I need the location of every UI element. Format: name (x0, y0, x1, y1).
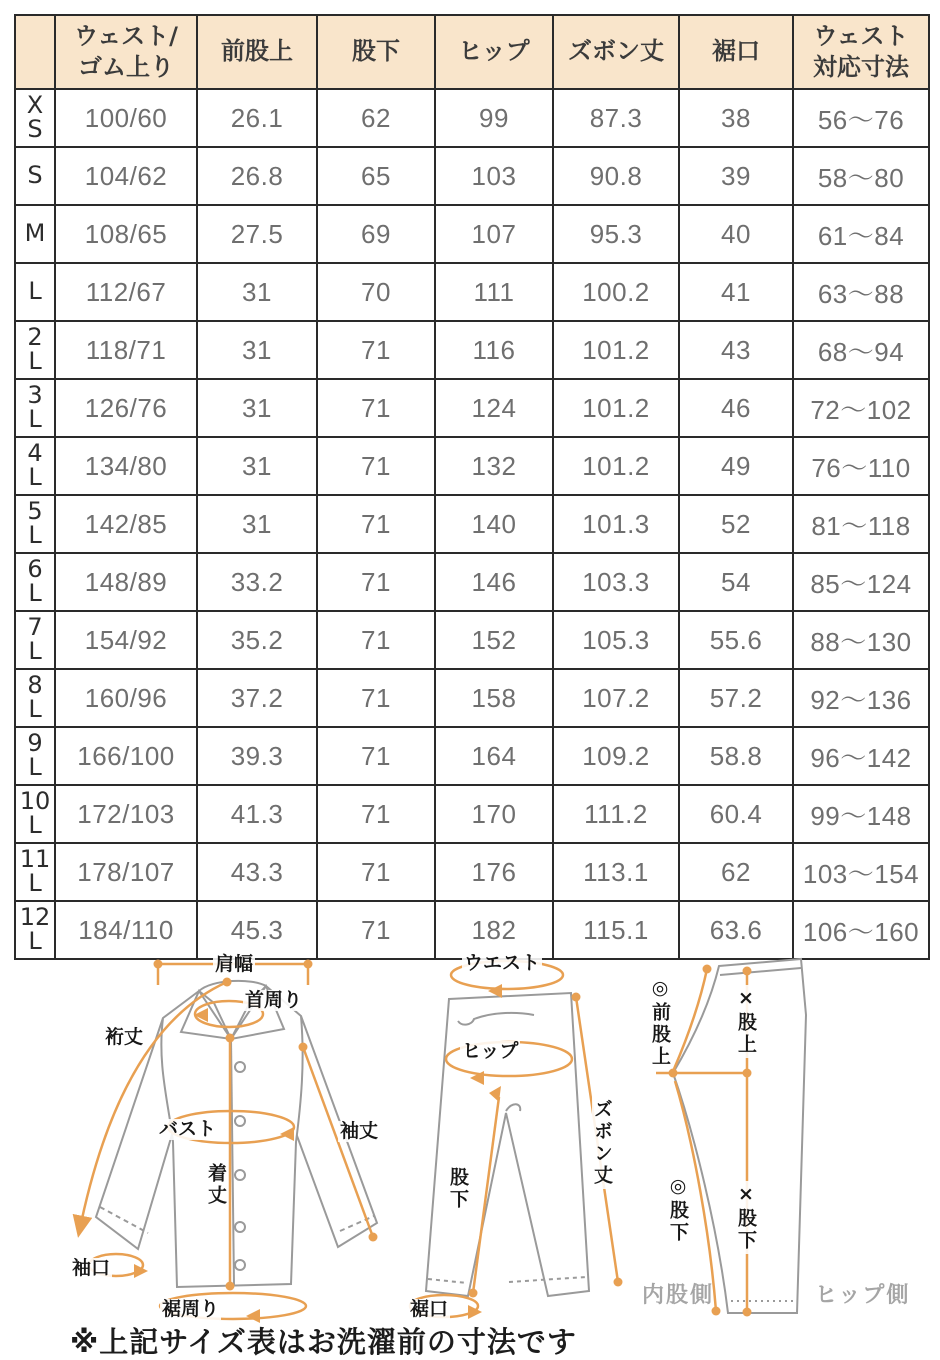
table-row (15, 553, 929, 611)
measurement-value: 152 (435, 611, 553, 669)
measurement-value: 27.5 (197, 205, 317, 263)
measurement-value: 142/85 (55, 495, 197, 553)
pants-hem-label: 裾口 (410, 1298, 449, 1320)
table-row (15, 321, 929, 379)
measurement-value: 112/67 (55, 263, 197, 321)
measurement-value: 63.6 (679, 901, 793, 959)
measurement-value: 71 (317, 669, 435, 727)
measurement-value: 103〜154 (793, 843, 929, 901)
measurement-value: 61〜84 (793, 205, 929, 263)
size-label: M (15, 205, 55, 263)
measurement-value: 71 (317, 611, 435, 669)
measurement-value: 101.3 (553, 495, 679, 553)
size-label: 3 L (15, 379, 55, 437)
table-row (15, 495, 929, 553)
table-row (15, 205, 929, 263)
column-header-hip: ヒップ (435, 15, 553, 89)
measurement-value: 39 (679, 147, 793, 205)
size-label: 4 L (15, 437, 55, 495)
measurement-value: 101.2 (553, 437, 679, 495)
size-label: X S (15, 89, 55, 147)
measurement-value: 116 (435, 321, 553, 379)
measurement-value: 184/110 (55, 901, 197, 959)
side-inner-label: 内股側 (642, 1283, 715, 1308)
table-row (15, 437, 929, 495)
measurement-value: 35.2 (197, 611, 317, 669)
size-label: 8 L (15, 669, 55, 727)
measurement-value: 41 (679, 263, 793, 321)
measurement-value: 172/103 (55, 785, 197, 843)
measurement-value: 71 (317, 495, 435, 553)
table-row (15, 843, 929, 901)
measurement-value: 100.2 (553, 263, 679, 321)
measurement-value: 63〜88 (793, 263, 929, 321)
measurement-value: 176 (435, 843, 553, 901)
measurement-value: 26.8 (197, 147, 317, 205)
measurement-value: 58〜80 (793, 147, 929, 205)
measurement-diagram-art (0, 935, 940, 1327)
table-row (15, 785, 929, 843)
pants-hip-label: ヒップ (462, 1040, 519, 1062)
measurement-value: 101.2 (553, 321, 679, 379)
measurement-value: 62 (317, 89, 435, 147)
table-row (15, 727, 929, 785)
measurement-value: 39.3 (197, 727, 317, 785)
shirt-hem-circumference-label: 裾周り (162, 1298, 220, 1320)
measurement-value: 71 (317, 553, 435, 611)
measurement-value: 45.3 (197, 901, 317, 959)
column-header-front-rise: 前股上 (197, 15, 317, 89)
measurement-value: 170 (435, 785, 553, 843)
shirt-cuff-label: 袖口 (72, 1257, 111, 1279)
table-row (15, 263, 929, 321)
size-chart-table (14, 14, 930, 960)
measurement-value: 107 (435, 205, 553, 263)
measurement-value: 62 (679, 843, 793, 901)
measurement-value: 124 (435, 379, 553, 437)
measurement-value: 90.8 (553, 147, 679, 205)
measurement-value: 87.3 (553, 89, 679, 147)
table-row (15, 89, 929, 147)
measurement-value: 148/89 (55, 553, 197, 611)
measurement-value: 71 (317, 843, 435, 901)
measurement-value: 99 (435, 89, 553, 147)
measurement-value: 113.1 (553, 843, 679, 901)
measurement-value: 52 (679, 495, 793, 553)
table-row (15, 611, 929, 669)
size-label: 6 L (15, 553, 55, 611)
measurement-value: 132 (435, 437, 553, 495)
size-table-body (15, 89, 929, 959)
measurement-value: 96〜142 (793, 727, 929, 785)
measurement-value: 54 (679, 553, 793, 611)
measurement-value: 55.6 (679, 611, 793, 669)
column-header-pants-length: ズボン丈 (553, 15, 679, 89)
measurement-value: 69 (317, 205, 435, 263)
measurement-value: 71 (317, 321, 435, 379)
side-hip-label: ヒップ側 (815, 1283, 911, 1308)
measurement-value: 99〜148 (793, 785, 929, 843)
measurement-value: 31 (197, 379, 317, 437)
measurement-value: 65 (317, 147, 435, 205)
measurement-value: 126/76 (55, 379, 197, 437)
measurement-value: 182 (435, 901, 553, 959)
measurement-value: 31 (197, 437, 317, 495)
measurement-diagrams (0, 935, 940, 1327)
measurement-value: 111 (435, 263, 553, 321)
measurement-value: 31 (197, 263, 317, 321)
measurement-value: 56〜76 (793, 89, 929, 147)
measurement-value: 178/107 (55, 843, 197, 901)
pants-waist-label: ウエスト (464, 952, 541, 974)
measurement-value: 134/80 (55, 437, 197, 495)
measurement-value: 103 (435, 147, 553, 205)
measurement-value: 31 (197, 321, 317, 379)
measurement-value: 107.2 (553, 669, 679, 727)
side-inseam-a-label: ◎股下 (667, 1175, 689, 1244)
measurement-value: 68〜94 (793, 321, 929, 379)
shirt-sleeve-back-length-label: 裄丈 (105, 1026, 144, 1048)
size-label: 7 L (15, 611, 55, 669)
size-label: 2 L (15, 321, 55, 379)
side-rise-label: ×股上 (735, 987, 757, 1056)
header-row (15, 15, 929, 89)
measurement-value: 43 (679, 321, 793, 379)
pants-length-label: ズボン丈 (591, 1099, 613, 1187)
measurement-value: 158 (435, 669, 553, 727)
measurement-value: 81〜118 (793, 495, 929, 553)
measurement-value: 95.3 (553, 205, 679, 263)
measurement-value: 108/65 (55, 205, 197, 263)
measurement-value: 115.1 (553, 901, 679, 959)
measurement-value: 41.3 (197, 785, 317, 843)
measurement-value: 111.2 (553, 785, 679, 843)
measurement-value: 60.4 (679, 785, 793, 843)
column-header-inseam: 股下 (317, 15, 435, 89)
measurement-value: 71 (317, 727, 435, 785)
measurement-value: 88〜130 (793, 611, 929, 669)
size-label: S (15, 147, 55, 205)
column-header-size (15, 15, 55, 89)
measurement-value: 92〜136 (793, 669, 929, 727)
measurement-value: 33.2 (197, 553, 317, 611)
measurement-value: 146 (435, 553, 553, 611)
measurement-value: 71 (317, 437, 435, 495)
pants-inseam-label: 股下 (447, 1167, 469, 1211)
size-label: 5 L (15, 495, 55, 553)
size-label: L (15, 263, 55, 321)
measurement-value: 71 (317, 901, 435, 959)
measurement-value: 101.2 (553, 379, 679, 437)
column-header-waist-range: ウェスト 対応寸法 (793, 15, 929, 89)
measurement-value: 105.3 (553, 611, 679, 669)
measurement-value: 166/100 (55, 727, 197, 785)
shirt-neck-label: 首周り (245, 989, 303, 1011)
table-row (15, 379, 929, 437)
pre-wash-note: ※上記サイズ表はお洗濯前の寸法です (70, 1325, 577, 1359)
measurement-value: 118/71 (55, 321, 197, 379)
shirt-body-length-label: 着丈 (205, 1163, 227, 1207)
side-inseam-b-label: ×股下 (735, 1183, 757, 1252)
measurement-value: 109.2 (553, 727, 679, 785)
measurement-value: 85〜124 (793, 553, 929, 611)
measurement-value: 40 (679, 205, 793, 263)
measurement-value: 43.3 (197, 843, 317, 901)
measurement-value: 57.2 (679, 669, 793, 727)
table-row (15, 669, 929, 727)
measurement-value: 71 (317, 785, 435, 843)
measurement-value: 71 (317, 379, 435, 437)
size-label: 10 L (15, 785, 55, 843)
shirt-bust-label: バスト (159, 1118, 217, 1140)
table-row (15, 147, 929, 205)
measurement-value: 26.1 (197, 89, 317, 147)
measurement-value: 164 (435, 727, 553, 785)
measurement-value: 103.3 (553, 553, 679, 611)
pants-front-outline (426, 993, 589, 1296)
measurement-value: 140 (435, 495, 553, 553)
shirt-shoulder-width-label: 肩幅 (215, 953, 254, 975)
size-label: 12 L (15, 901, 55, 959)
measurement-value: 76〜110 (793, 437, 929, 495)
column-header-hem: 裾口 (679, 15, 793, 89)
side-front-rise-label: ◎前股上 (649, 977, 671, 1068)
measurement-value: 160/96 (55, 669, 197, 727)
measurement-value: 46 (679, 379, 793, 437)
size-label: 11 L (15, 843, 55, 901)
column-header-waist-elastic: ウェスト/ ゴム上り (55, 15, 197, 89)
measurement-value: 31 (197, 495, 317, 553)
measurement-value: 37.2 (197, 669, 317, 727)
measurement-value: 58.8 (679, 727, 793, 785)
size-label: 9 L (15, 727, 55, 785)
measurement-value: 70 (317, 263, 435, 321)
shirt-sleeve-length-label: 袖丈 (340, 1120, 379, 1142)
measurement-value: 100/60 (55, 89, 197, 147)
measurement-value: 106〜160 (793, 901, 929, 959)
measurement-value: 38 (679, 89, 793, 147)
measurement-value: 49 (679, 437, 793, 495)
measurement-value: 154/92 (55, 611, 197, 669)
measurement-value: 72〜102 (793, 379, 929, 437)
measurement-value: 104/62 (55, 147, 197, 205)
